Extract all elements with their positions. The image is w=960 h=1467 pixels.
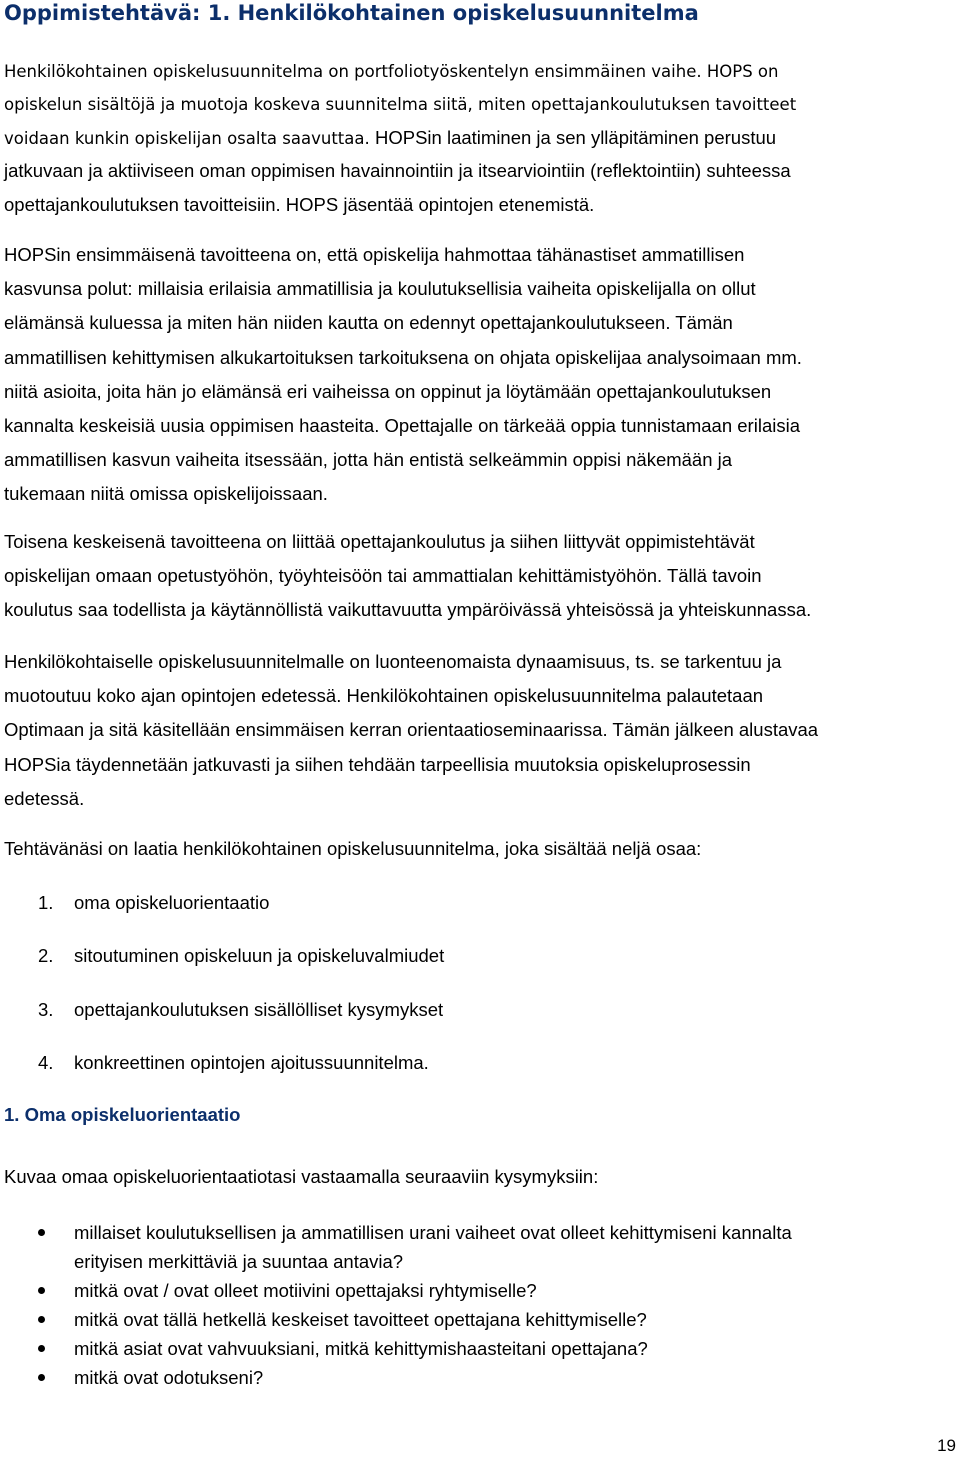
page-number: 19 — [937, 1436, 956, 1455]
question-line: mitkä ovat tällä hetkellä keskeiset tavoitteet opettajana kehittymiselle? — [74, 1309, 647, 1330]
paragraph-line: kasvunsa polut: millaisia erilaisia ammatillisia ja koulutuksellisia vaiheita opiskelijalla on ollut — [4, 278, 756, 300]
section-heading: 1. Oma opiskeluorientaatio — [4, 1104, 241, 1125]
question-line: millaiset koulutuksellisen ja ammatillisen urani vaiheet ovat olleet kehittymiseni kannalta — [74, 1222, 792, 1243]
paragraph-line: tukemaan niitä omissa opiskelijoissaan. — [4, 483, 328, 505]
list-number: 4. — [38, 1051, 54, 1073]
paragraph-line: Optimaan ja sitä käsitellään ensimmäisen kerran orientaatioseminaarissa. Tämän jälkeen alustavaa — [4, 719, 819, 741]
page-title: Oppimistehtävä: 1. Henkilökohtainen opiskelusuunnitelma — [4, 1, 699, 25]
list-item — [38, 1363, 948, 1392]
list-number: 3. — [38, 998, 54, 1020]
paragraph-line: ammatillisen kehittymisen alkukartoituksen tarkoituksena on ohjata opiskelijaa analysoimaan mm. — [4, 346, 802, 368]
paragraph-line: muotoutuu koko ajan opintojen edetessä. Henkilökohtainen opiskelusuunnitelma palautetaan — [4, 685, 764, 707]
intro-paragraph — [4, 55, 960, 155]
paragraph-line: edetessä. — [4, 787, 85, 809]
paragraph-line: HOPSia täydennetään jatkuvasti ja siihen tehdään tarpeellisia muutoksia opiskeluprosessin — [4, 753, 751, 775]
paragraph-line: jatkuvaan ja aktiiviseen oman oppimisen havainnointiin ja itsearviointiin (reflektointiin) suhteessa — [4, 160, 791, 181]
list-item — [38, 1334, 948, 1363]
list-item — [38, 1276, 948, 1305]
list-item — [38, 886, 444, 939]
intro-line: opiskelun sisältöjä ja muotoja koskeva suunnitelma siitä, miten opettajankoulutuksen tavoitteet — [4, 95, 797, 114]
list-item-label: sitoutuminen opiskeluun ja opiskeluvalmiudet — [74, 945, 445, 967]
bullet-icon — [38, 1316, 45, 1323]
list-item — [38, 1218, 948, 1276]
paragraph-task — [4, 832, 960, 866]
section-instruction: Kuvaa omaa opiskeluorientaatiotasi vastaamalla seuraaviin kysymyksiin: — [4, 1166, 599, 1187]
bullet-icon — [38, 1229, 45, 1236]
question-list — [38, 1218, 948, 1392]
question-line: erityisen merkittäviä ja suuntaa antavia? — [74, 1251, 404, 1272]
list-number: 2. — [38, 945, 54, 967]
paragraph-line: HOPSin ensimmäisenä tavoitteena on, että opiskelija hahmottaa tähänastiset ammatillisen — [4, 244, 745, 265]
list-item-label: konkreettinen opintojen ajoitussuunnitelma. — [74, 1051, 429, 1073]
paragraph-line: niitä asioita, joita hän jo elämänsä eri vaiheissa on oppinut ja löytämään opettajankoulutuksen — [4, 380, 772, 402]
paragraph-line: ammatillisen kasvun vaiheita itsessään, jotta hän entistä selkeämmin oppisi näkemään ja — [4, 449, 733, 471]
paragraph-first-goal — [4, 238, 960, 512]
paragraph-dynamism — [4, 645, 960, 816]
paragraph-hops-basis — [4, 154, 960, 222]
list-item — [38, 1046, 444, 1099]
paragraph-second-goal — [4, 525, 960, 628]
list-number: 1. — [38, 892, 54, 913]
intro-line: Henkilökohtainen opiskelusuunnitelma on portfoliotyöskentelyn ensimmäinen vaihe. HOPS on — [4, 62, 779, 81]
bullet-icon — [38, 1287, 45, 1294]
list-item — [38, 993, 444, 1046]
bullet-icon — [38, 1345, 45, 1352]
paragraph-line: opettajankoulutuksen tavoitteisiin. HOPS jäsentää opintojen etenemistä. — [4, 194, 595, 216]
paragraph-line: elämänsä kuluessa ja miten hän niiden kautta on edennyt opettajankoulutukseen. Tämän — [4, 312, 733, 334]
paragraph-line: kannalta keskeisiä uusia oppimisen haasteita. Opettajalle on tärkeää oppia tunnistamaan erilaisia — [4, 415, 800, 437]
paragraph-line: Henkilökohtaiselle opiskelusuunnitelmalle on luonteenomaista dynaamisuus, ts. se tarkentuu ja — [4, 651, 782, 672]
list-item — [38, 1305, 948, 1334]
list-item — [38, 939, 444, 992]
paragraph-continuation: HOPSin laatiminen ja sen ylläpitäminen perustuu — [375, 127, 777, 148]
parts-list — [38, 886, 444, 1099]
intro-line: voidaan kunkin opiskelijan osalta saavuttaa. — [4, 129, 370, 148]
question-line: mitkä ovat / ovat olleet motiivini opettajaksi ryhtymiselle? — [74, 1280, 537, 1301]
paragraph-line: Tehtävänäsi on laatia henkilökohtainen opiskelusuunnitelma, joka sisältää neljä osaa: — [4, 838, 702, 859]
list-item-label: opettajankoulutuksen sisällölliset kysymykset — [74, 998, 444, 1020]
paragraph-line: opiskelijan omaan opetustyöhön, työyhteisöön tai ammattialan kehittämistyöhön. Tällä tavoin — [4, 565, 762, 587]
paragraph-line: Toisena keskeisenä tavoitteena on liittää opettajankoulutus ja siihen liittyvät oppimistehtävät — [4, 531, 755, 552]
paragraph-line: koulutus saa todellista ja käytännöllistä vaikuttavuutta ympäröivässä yhteisössä ja yhteiskunnassa. — [4, 599, 812, 621]
question-line: mitkä ovat odotukseni? — [74, 1367, 264, 1388]
list-item-label: oma opiskeluorientaatio — [74, 892, 270, 913]
question-line: mitkä asiat ovat vahvuuksiani, mitkä kehittymishaasteitani opettajana? — [74, 1338, 648, 1359]
bullet-icon — [38, 1374, 45, 1381]
